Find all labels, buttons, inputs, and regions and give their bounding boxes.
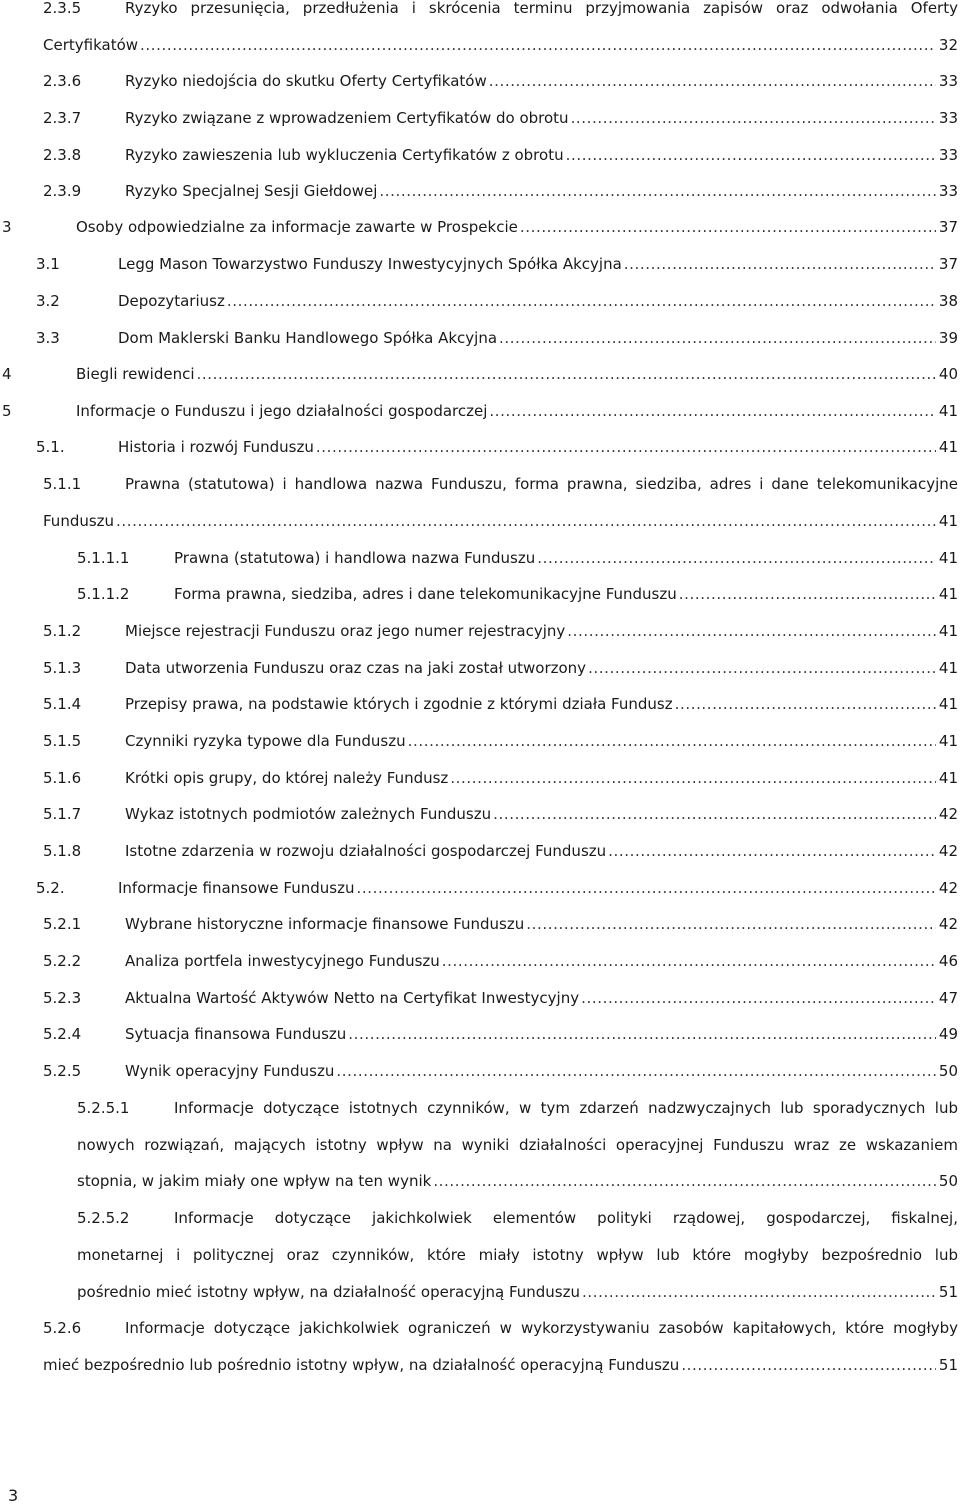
- toc-entry[interactable]: [36, 328, 958, 350]
- toc-page-number: 41: [938, 769, 958, 787]
- toc-entry-number: 2.3.5: [43, 0, 82, 17]
- toc-entry[interactable]: [43, 71, 958, 93]
- toc-leader-dots: [567, 621, 936, 641]
- toc-page-number: 42: [938, 842, 958, 860]
- toc-entry-title: Ryzyko Specjalnej Sesji Giełdowej: [125, 182, 378, 200]
- toc-page-number: 33: [938, 72, 958, 90]
- toc-entry-number: 5.1.1: [43, 475, 82, 493]
- toc-page-number: 41: [938, 659, 958, 677]
- toc-page-number: 40: [938, 365, 958, 383]
- toc-entry-title: Analiza portfela inwestycyjnego Funduszu: [125, 952, 440, 970]
- toc-leader-dots: [116, 511, 936, 531]
- toc-entry-title-cont: Funduszu: [43, 512, 115, 530]
- toc-entry[interactable]: [2, 217, 958, 239]
- toc-entry-number: 3.1: [36, 255, 60, 273]
- toc-entry-number: 5.2.5.1: [77, 1099, 130, 1117]
- toc-entry[interactable]: [43, 658, 958, 680]
- toc-leader-dots: [348, 1024, 936, 1044]
- toc-entry[interactable]: [43, 988, 958, 1010]
- toc-entry-title: Informacje o Funduszu i jego działalności gospodarczej: [76, 402, 488, 420]
- toc-entry[interactable]: [43, 1061, 958, 1083]
- toc-entry-title: Wybrane historyczne informacje finansowe Funduszu: [125, 915, 525, 933]
- toc-entry-continuation[interactable]: [43, 511, 958, 533]
- toc-entry-number: 5.2.6: [43, 1319, 82, 1337]
- toc-entry-number: 5.2.4: [43, 1025, 82, 1043]
- toc-entry-number: 5.1.7: [43, 805, 82, 823]
- toc-entry[interactable]: [43, 951, 958, 973]
- toc-entry-number: 5.1.2: [43, 622, 82, 640]
- toc-entry-number: 3.2: [36, 292, 60, 310]
- toc-entry[interactable]: [77, 548, 958, 570]
- toc-entry[interactable]: [43, 1024, 958, 1046]
- toc-entry-title: Informacje dotyczące jakichkolwiek ograniczeń w wykorzystywaniu zasobów kapitałowych, które mogłyby: [125, 1319, 958, 1337]
- toc-entry-title: Istotne zdarzenia w rozwoju działalności gospodarczej Funduszu: [125, 842, 607, 860]
- toc-entry-title: Ryzyko przesunięcia, przedłużenia i skrócenia terminu przyjmowania zapisów oraz odwołania Oferty: [125, 0, 958, 17]
- toc-page-number: 38: [938, 292, 958, 310]
- toc-entry-number: 5.1.1.2: [77, 585, 130, 603]
- toc-entry-title: Dom Maklerski Banku Handlowego Spółka Akcyjna: [118, 329, 498, 347]
- toc-leader-dots: [196, 364, 935, 384]
- toc-entry-number: 3: [2, 218, 12, 236]
- toc-entry[interactable]: [43, 841, 958, 863]
- toc-entry-title: Czynniki ryzyka typowe dla Funduszu: [125, 732, 406, 750]
- toc-entry[interactable]: [2, 401, 958, 423]
- toc-entry[interactable]: [43, 804, 958, 826]
- toc-entry-number: 5.1.5: [43, 732, 82, 750]
- toc-leader-dots: [681, 1355, 936, 1375]
- toc-leader-dots: [675, 694, 936, 714]
- page-footer-number: 3: [8, 1486, 19, 1505]
- toc-entry-title: Przepisy prawa, na podstawie których i zgodnie z którymi działa Fundusz: [125, 695, 673, 713]
- toc-entry[interactable]: [36, 878, 958, 900]
- toc-page-number: 50: [938, 1062, 958, 1080]
- toc-entry-title: Forma prawna, siedziba, adres i dane telekomunikacyjne Funduszu: [174, 585, 677, 603]
- toc-entry-number: 4: [2, 365, 12, 383]
- toc-entry[interactable]: [43, 474, 958, 496]
- toc-leader-dots: [608, 841, 936, 861]
- toc-entry-continuation[interactable]: [77, 1282, 958, 1304]
- toc-page-number: 49: [938, 1025, 958, 1043]
- toc-page-number: 41: [938, 438, 958, 456]
- toc-page-number: 41: [938, 512, 958, 530]
- toc-entry-title: Prawna (statutowa) i handlowa nazwa Funduszu, forma prawna, siedziba, adres i dane telekomunikacyjne: [125, 475, 958, 493]
- toc-page-number: 33: [938, 109, 958, 127]
- toc-leader-dots: [588, 658, 936, 678]
- toc-entry[interactable]: [36, 437, 958, 459]
- toc-entry-title: Informacje dotyczące istotnych czynników, w tym zdarzeń nadzwyczajnych lub sporadycznych lub: [174, 1099, 958, 1117]
- toc-entry-number: 2.3.9: [43, 182, 82, 200]
- toc-page-number: 46: [938, 952, 958, 970]
- toc-entry[interactable]: [77, 1098, 958, 1120]
- toc-entry-title: Krótki opis grupy, do której należy Fundusz: [125, 769, 449, 787]
- toc-entry-number: 5.1.: [36, 438, 65, 456]
- toc-leader-dots: [526, 914, 936, 934]
- toc-entry-number: 5.1.6: [43, 769, 82, 787]
- toc-entry-title: Ryzyko zawieszenia lub wykluczenia Certyfikatów z obrotu: [125, 146, 564, 164]
- toc-page-number: 41: [938, 732, 958, 750]
- toc-page-number: 42: [938, 805, 958, 823]
- toc-page-number: 41: [938, 549, 958, 567]
- toc-leader-dots: [316, 437, 936, 457]
- toc-entry-number: 5.2.2: [43, 952, 82, 970]
- toc-leader-dots: [489, 401, 936, 421]
- toc-leader-dots: [537, 548, 936, 568]
- toc-entry-number: 5.2.5: [43, 1062, 82, 1080]
- toc-leader-dots: [582, 1282, 936, 1302]
- toc-entry-title: Ryzyko niedojścia do skutku Oferty Certyfikatów: [125, 72, 487, 90]
- toc-entry-title: Osoby odpowiedzialne za informacje zawarte w Prospekcie: [76, 218, 518, 236]
- toc-entry[interactable]: [36, 291, 958, 313]
- toc-page-number: 42: [938, 915, 958, 933]
- toc-page-number: 51: [938, 1356, 958, 1374]
- toc-entry-number: 5.1.1.1: [77, 549, 130, 567]
- toc-page-number: 50: [938, 1172, 958, 1190]
- toc-entry-continuation[interactable]: [77, 1245, 958, 1267]
- toc-page-number: 37: [938, 218, 958, 236]
- toc-leader-dots: [624, 254, 936, 274]
- toc-page-number: 51: [938, 1283, 958, 1301]
- toc-entry-title-cont: nowych rozwiązań, mających istotny wpływ na wyniki działalności operacyjnej Funduszu wraz ze wskazaniem: [77, 1136, 958, 1154]
- toc-entry-continuation[interactable]: [77, 1171, 958, 1193]
- toc-page-number: 32: [938, 36, 958, 54]
- toc-page-number: 39: [938, 329, 958, 347]
- toc-entry-title: Data utworzenia Funduszu oraz czas na jaki został utworzony: [125, 659, 587, 677]
- toc-entry-number: 5.2.5.2: [77, 1209, 130, 1227]
- toc-page-number: 42: [938, 879, 958, 897]
- toc-entry-title: Wykaz istotnych podmiotów zależnych Funduszu: [125, 805, 492, 823]
- toc-leader-dots: [450, 768, 936, 788]
- toc-entry-title: Informacje finansowe Funduszu: [118, 879, 355, 897]
- toc-entry[interactable]: [43, 914, 958, 936]
- toc-entry-number: 2.3.7: [43, 109, 82, 127]
- toc-page-number: 41: [938, 622, 958, 640]
- toc-entry-continuation[interactable]: [77, 1135, 958, 1157]
- toc-entry-title: Wynik operacyjny Funduszu: [125, 1062, 335, 1080]
- toc-entry-title: Miejsce rejestracji Funduszu oraz jego numer rejestracyjny: [125, 622, 566, 640]
- toc-page-number: 47: [938, 989, 958, 1007]
- toc-entry-number: 5.1.3: [43, 659, 82, 677]
- toc-page-number: 33: [938, 146, 958, 164]
- toc-entry[interactable]: [77, 584, 958, 606]
- toc-leader-dots: [408, 731, 936, 751]
- toc-entry-number: 3.3: [36, 329, 60, 347]
- toc-entry-number: 5: [2, 402, 12, 420]
- toc-page-number: 41: [938, 695, 958, 713]
- toc-entry-title: Prawna (statutowa) i handlowa nazwa Funduszu: [174, 549, 536, 567]
- toc-entry-title-cont: monetarnej i politycznej oraz czynników, które miały istotny wpływ lub które mogłyby bezpośrednio lub: [77, 1246, 958, 1264]
- toc-entry-continuation[interactable]: [43, 35, 958, 57]
- toc-leader-dots: [336, 1061, 936, 1081]
- toc-leader-dots: [566, 145, 936, 165]
- toc-entry[interactable]: [43, 181, 958, 203]
- toc-entry-continuation[interactable]: [43, 1355, 958, 1377]
- toc-leader-dots: [379, 181, 936, 201]
- toc-entry-number: 5.2.3: [43, 989, 82, 1007]
- toc-entry-title: Sytuacja finansowa Funduszu: [125, 1025, 347, 1043]
- toc-entry-title: Aktualna Wartość Aktywów Netto na Certyfikat Inwestycyjny: [125, 989, 580, 1007]
- toc-entry-title: Depozytariusz: [118, 292, 225, 310]
- toc-entry-title-cont: stopnia, w jakim miały one wpływ na ten wynik: [77, 1172, 432, 1190]
- toc-entry-title: Historia i rozwój Funduszu: [118, 438, 314, 456]
- toc-leader-dots: [489, 71, 936, 91]
- toc-entry[interactable]: [43, 621, 958, 643]
- toc-entry-title-cont: pośrednio mieć istotny wpływ, na działalność operacyjną Funduszu: [77, 1283, 580, 1301]
- toc-entry-title: Biegli rewidenci: [76, 365, 195, 383]
- toc-leader-dots: [227, 291, 936, 311]
- toc-leader-dots: [356, 878, 935, 898]
- toc-entry[interactable]: [43, 731, 958, 753]
- toc-entry-title-cont: mieć bezpośrednio lub pośrednio istotny wpływ, na działalność operacyjną Funduszu: [43, 1356, 680, 1374]
- toc-entry[interactable]: [43, 108, 958, 130]
- toc-entry[interactable]: [43, 0, 958, 20]
- toc-entry[interactable]: [77, 1208, 958, 1230]
- toc-entry-title: Legg Mason Towarzystwo Funduszy Inwestycyjnych Spółka Akcyjna: [118, 255, 622, 273]
- toc-leader-dots: [442, 951, 936, 971]
- toc-entry-number: 2.3.8: [43, 146, 82, 164]
- toc-entry-number: 2.3.6: [43, 72, 82, 90]
- toc-entry[interactable]: [43, 768, 958, 790]
- toc-page-number: 37: [938, 255, 958, 273]
- toc-entry[interactable]: [43, 1318, 958, 1340]
- toc-entry-title: Ryzyko związane z wprowadzeniem Certyfikatów do obrotu: [125, 109, 569, 127]
- toc-entry-title: Informacje dotyczące jakichkolwiek elementów polityki rządowej, gospodarczej, fiskalnej,: [174, 1209, 958, 1227]
- toc-entry[interactable]: [43, 694, 958, 716]
- toc-page-number: 41: [938, 585, 958, 603]
- toc-leader-dots: [581, 988, 936, 1008]
- toc-entry-number: 5.1.4: [43, 695, 82, 713]
- toc-entry-number: 5.1.8: [43, 842, 82, 860]
- toc-leader-dots: [520, 217, 936, 237]
- toc-leader-dots: [571, 108, 936, 128]
- toc-leader-dots: [499, 328, 936, 348]
- toc-leader-dots: [493, 804, 936, 824]
- toc-leader-dots: [679, 584, 936, 604]
- toc-leader-dots: [140, 35, 936, 55]
- toc-page-number: 41: [938, 402, 958, 420]
- toc-leader-dots: [433, 1171, 936, 1191]
- toc-entry-number: 5.2.1: [43, 915, 82, 933]
- toc-entry[interactable]: [2, 364, 958, 386]
- toc-entry-title-cont: Certyfikatów: [43, 36, 139, 54]
- toc-entry[interactable]: [43, 145, 958, 167]
- toc-page-number: 33: [938, 182, 958, 200]
- toc-entry-number: 5.2.: [36, 879, 65, 897]
- toc-entry[interactable]: [36, 254, 958, 276]
